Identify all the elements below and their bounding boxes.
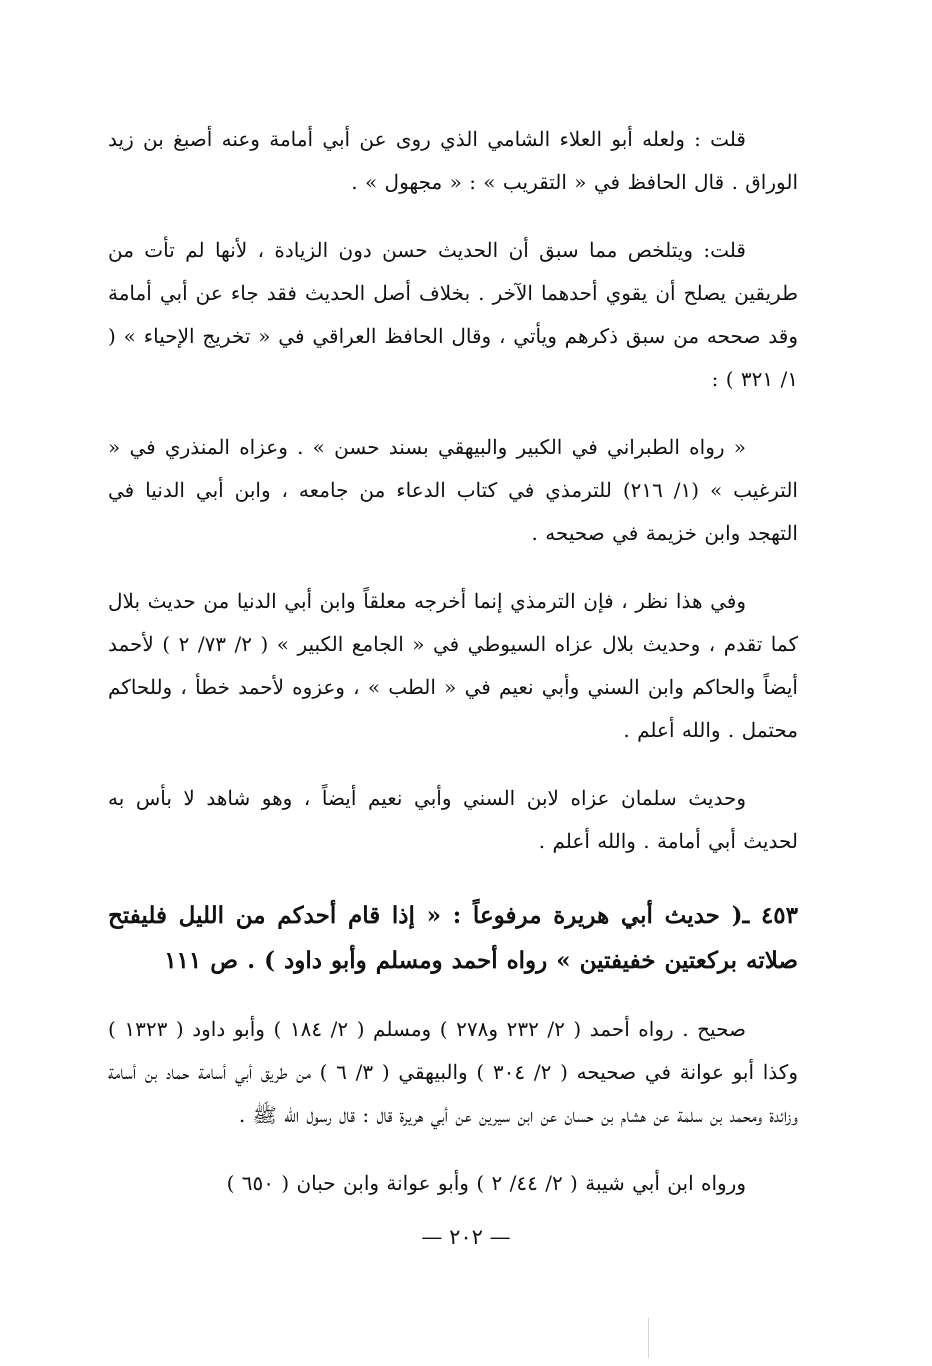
page-number: — ٢٠٢ — [421, 1225, 511, 1249]
paragraph-tirmidhi: وفي هذا نظر ، فإن الترمذي إنما أخرجه معلقاً وابن أبي الدنيا من حديث بلال كما تقدم ، وحديث بلال عزاه السيوطي في « الجامع الكبير » ( ٢/ ٧٣/ ٢ ) لأحمد أيضاً والحاكم وابن السني وأبي نعيم في « الطب » ، وعزوه لأحمد خطأ ، وللحاكم محتمل . والله أعلم . [108, 589, 798, 742]
hadith-entry-453: ٤٥٣ ـ( حديث أبي هريرة مرفوعاً : « إذا قام أحدكم من الليل فليفتح صلاته بركعتين خفيفتين » رواه أحمد ومسلم وأبو داود ) . ص ١١١ [108, 902, 798, 974]
book-page [108, 118, 798, 1230]
paragraph-ibn-abi-shaybah: ورواه ابن أبي شيبة ( ٢/ ٤٤/ ٢ ) وأبو عوانة وابن حبان ( ٦٥٠ ) [226, 1171, 746, 1195]
paragraph-sahih: صحيح . رواه أحمد ( ٢/ ٢٣٢ و٢٧٨ ) ومسلم ( ٢/ ١٨٤ ) وأبو داود ( ١٣٢٣ ) وكذا أبو عوانة في صحيحه ( ٢/ ٣٠٤ ) والبيهقي ( ٣/ ٦ ) من طريق أبي أسامة حماد بن أسامة وزائدة ومحمد بن سلمة عن هشام بن حسان عن ابن سيرين عن أبي هريرة قال : قال رسول الله ﷺ . [108, 1017, 798, 1127]
paragraph-tabarani: « رواه الطبراني في الكبير والبيهقي بسند حسن » . وعزاه المنذري في « الترغيب » (١/ ٢١٦) للترمذي في كتاب الدعاء من جامعه ، وابن أبي الدنيا في التهجد وابن خزيمة في صحيحه . [108, 435, 798, 545]
scan-edge-mark [648, 1318, 649, 1358]
paragraph-summary: قلت: ويتلخص مما سبق أن الحديث حسن دون الزيادة ، لأنها لم تأت من طريقين يصلح أن يقوي أحدهما الآخر . بخلاف أصل الحديث فقد جاء عن أبي أمامة وقد صححه من سبق ذكرهم ويأتي ، وقال الحافظ العراقي في « تخريج الإحياء » ( ١/ ٣٢١ ) : [108, 238, 798, 391]
paragraph-salman: وحديث سلمان عزاه لابن السني وأبي نعيم أيضاً ، وهو شاهد لا بأس به لحديث أبي أمامة . والله أعلم . [108, 786, 798, 853]
paragraph-abu-al-ala: قلت : ولعله أبو العلاء الشامي الذي روى عن أبي أمامة وعنه أصبغ بن زيد الوراق . قال الحافظ في « التقريب » : « مجهول » . [108, 127, 798, 194]
